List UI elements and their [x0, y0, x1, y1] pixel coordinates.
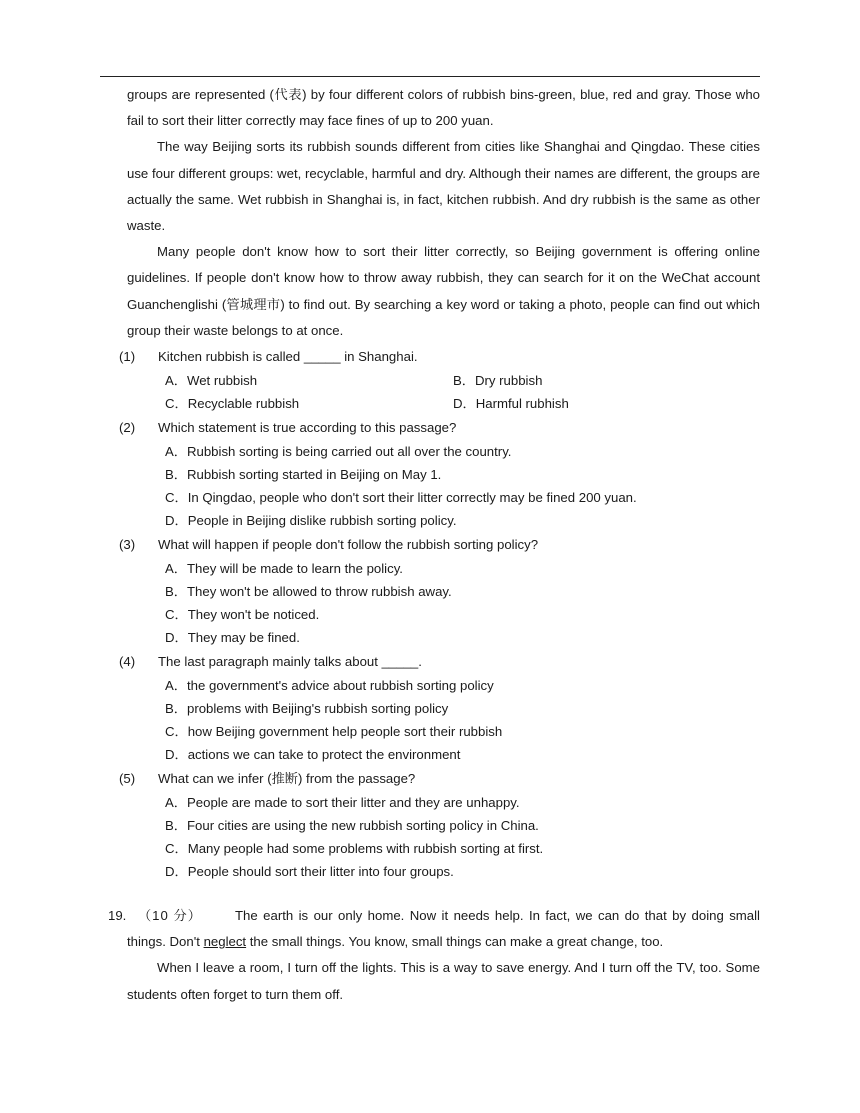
question-19 — [108, 903, 760, 1008]
question-text: Kitchen rubbish is called _____ in Shanghai. — [158, 349, 418, 365]
question-2 — [119, 416, 760, 532]
passage-paragraph-3: Many people don't know how to sort their litter correctly, so Beijing government is offering online guidelines. If people don't know how to throw away rubbish, they can search for it on the WeChat account Guanchenglishi (管城理市) to find out. By searching a key word or taking a photo, people can find out which group their waste belongs to at once. — [127, 244, 760, 338]
option-b[interactable]: B．They won't be allowed to throw rubbish away. — [165, 584, 452, 600]
option-c[interactable]: C．In Qingdao, people who don't sort their litter correctly may be fined 200 yuan. — [165, 490, 637, 506]
option-c[interactable]: C．Many people had some problems with rubbish sorting at first. — [165, 841, 544, 857]
header-rule — [100, 76, 760, 77]
option-d[interactable]: D．Harmful rubhish — [453, 396, 569, 412]
underlined-word: neglect — [203, 934, 247, 950]
question-text: What will happen if people don't follow the rubbish sorting policy? — [158, 537, 539, 553]
option-d[interactable]: D．actions we can take to protect the environment — [165, 747, 461, 763]
text-span: The earth is our only home. Now it needs help. In fact, we can do that by doing small things. Don't — [127, 908, 760, 950]
question-19-score: （10 分） — [138, 908, 202, 924]
question-text: What can we infer (推断) from the passage? — [158, 771, 416, 787]
option-a[interactable]: A．Rubbish sorting is being carried out all over the country. — [165, 444, 512, 460]
option-a[interactable]: A．the government's advice about rubbish sorting policy — [165, 678, 494, 694]
passage-paragraph-1: groups are represented (代表) by four different colors of rubbish bins-green, blue, red and gray. Those who fail to sort their litter correctly may face fines of up to 200 yuan. — [127, 87, 760, 129]
question-number: (1) — [119, 349, 136, 365]
question-text: The last paragraph mainly talks about _____. — [158, 654, 422, 670]
document-page — [108, 82, 760, 1008]
option-d[interactable]: D．People should sort their litter into four groups. — [165, 864, 454, 880]
option-a[interactable]: A．Wet rubbish — [165, 373, 258, 389]
question-19-paragraph-2: When I leave a room, I turn off the lights. This is a way to save energy. And I turn off the TV, too. Some students often forget to turn them off. — [127, 960, 760, 1002]
option-c[interactable]: C．They won't be noticed. — [165, 607, 320, 623]
question-number: (5) — [119, 771, 136, 787]
option-b[interactable]: B．problems with Beijing's rubbish sorting policy — [165, 701, 449, 717]
option-c[interactable]: C．how Beijing government help people sort their rubbish — [165, 724, 503, 740]
question-3 — [119, 533, 760, 649]
option-b[interactable]: B．Dry rubbish — [453, 373, 543, 389]
question-19-number: 19. — [108, 908, 127, 924]
question-number: (2) — [119, 420, 136, 436]
passage-paragraph-2: The way Beijing sorts its rubbish sounds different from cities like Shanghai and Qingdao. These cities use four different groups: wet, recyclable, harmful and dry. Although their names are different, the groups are actually the same. Wet rubbish in Shanghai is, in fact, kitchen rubbish. And dry rubbish is the same as other waste. — [127, 139, 760, 234]
question-text: Which statement is true according to this passage? — [158, 420, 457, 436]
question-4 — [119, 650, 760, 766]
option-a[interactable]: A．They will be made to learn the policy. — [165, 561, 403, 577]
question-1 — [119, 345, 760, 415]
option-d[interactable]: D．People in Beijing dislike rubbish sorting policy. — [165, 513, 457, 529]
option-c[interactable]: C．Recyclable rubbish — [165, 396, 300, 412]
option-b[interactable]: B．Rubbish sorting started in Beijing on May 1. — [165, 467, 442, 483]
question-5 — [119, 767, 760, 883]
question-19-paragraph-1 — [127, 903, 760, 955]
option-a[interactable]: A．People are made to sort their litter and they are unhappy. — [165, 795, 520, 811]
question-number: (3) — [119, 537, 136, 553]
question-number: (4) — [119, 654, 136, 670]
text-span: the small things. You know, small things can make a great change, too. — [246, 934, 664, 950]
option-b[interactable]: B．Four cities are using the new rubbish sorting policy in China. — [165, 818, 539, 834]
option-d[interactable]: D．They may be fined. — [165, 630, 300, 646]
